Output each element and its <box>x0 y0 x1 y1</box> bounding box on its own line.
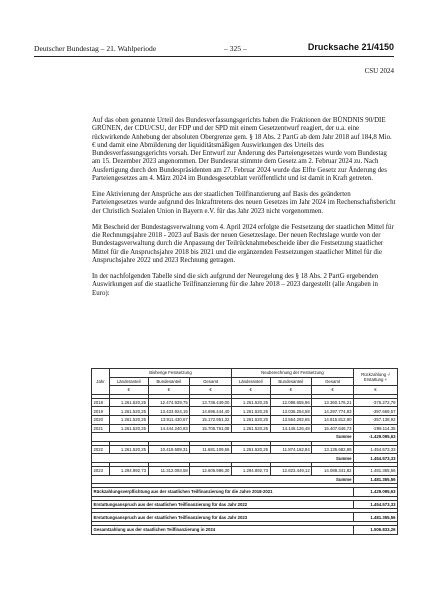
summary-row <box>92 500 398 509</box>
cell: 1.261.520,25 <box>231 415 270 424</box>
unit: € <box>231 386 270 395</box>
cell: 14.695.444,40 <box>190 407 232 416</box>
summe-row <box>92 454 398 463</box>
table-row <box>92 445 398 454</box>
cell: 14.444.240,83 <box>148 424 190 433</box>
cell: -357.138,92 <box>354 415 398 424</box>
sub-header: Länderanteil <box>231 377 270 386</box>
cell: 12.823.449,12 <box>270 466 312 475</box>
unit: € <box>354 386 398 395</box>
cell: 1.261.520,25 <box>109 445 148 454</box>
cell: 12.098.655,96 <box>270 398 312 407</box>
cell: 10.419.589,31 <box>148 445 190 454</box>
table-row <box>92 466 398 475</box>
cell: 11.312.093,58 <box>148 466 190 475</box>
summary-row <box>92 488 398 497</box>
col-rueckzahlung: Rückzahlung -/ Erstattung + <box>354 369 398 386</box>
sub-header: Bundesanteil <box>148 377 190 386</box>
summary-label: Erstattungsanspruch aus der staatlichen Teilfinanzierung für das Jahr 2023 <box>92 513 354 522</box>
financing-table-wrapper <box>91 368 398 535</box>
unit: € <box>312 386 354 395</box>
summe-label: Summe <box>92 454 354 463</box>
sub-header: Gesamt <box>312 377 354 386</box>
summary-value: 1.454.573,33 <box>354 500 398 509</box>
cell: 13.911.430,67 <box>148 415 190 424</box>
cell-year: 2022 <box>92 445 110 454</box>
summary-value: 1.429.095,63 <box>354 488 398 497</box>
paragraph-1: Auf das oben genannte Urteil des Bundesverfassungsgerichts haben die Fraktionen der BÜNDNIS 90/DIE GRÜNEN, der CDU/CSU, der FDP und der SPD mit einem Gesetzentwurf reagiert, der u.a. eine rückwirkende Anhebung der absoluten Obergrenze gem. § 18 Abs. 2 PartG ab dem Jahr 2018 auf 184,8 Mio. € und damit eine Abmilderung der liquiditätsmäßigen Auswirkungen des Urteils des Bundesverfassungsgerichts vorsah. Der Entwurf zur Änderung des Parteiengesetzes wurde vom Bundestag am 15. Dezember 2023 angenommen. Der Bundesrat stimmte dem Gesetz am 2. Februar 2024 zu. Nach Ausfertigung durch den Bundespräsidenten am 27. Februar 2024 wurde das Elfte Gesetz zur Änderung des Parteiengesetzes am 4. März 2024 im Bundesgesetzblatt veröffentlicht und ist damit in Kraft getreten. <box>92 117 392 182</box>
header-drucksache-number: 4150 <box>373 42 394 52</box>
unit: € <box>190 386 232 395</box>
col-group-neuberechnung: Neuberechnung der Festsetzung <box>231 369 353 378</box>
cell: 14.088.341,82 <box>312 466 354 475</box>
cell: 15.172.951,32 <box>190 415 232 424</box>
cell: 15.407.646,73 <box>312 424 354 433</box>
summary-row <box>92 513 398 522</box>
summe-value: -1.429.095,63 <box>354 433 398 442</box>
cell: 14.146.126,48 <box>270 424 312 433</box>
col-group-bisherige: Bisherige Festsetzung <box>109 369 231 378</box>
summe-value: 1.481.355,56 <box>354 475 398 484</box>
cell: 1.261.520,25 <box>231 407 270 416</box>
cell: -376.272,79 <box>354 398 398 407</box>
cell-year: 2023 <box>92 466 110 475</box>
header-document-number <box>308 42 394 52</box>
financing-table <box>91 368 398 535</box>
unit: € <box>109 386 148 395</box>
sub-header: Länderanteil <box>109 377 148 386</box>
summe-label: Summe <box>92 433 354 442</box>
paragraph-4: In der nachfolgenden Tabelle sind die sich aufgrund der Neuregelung des § 18 Abs. 2 PartG ergebenden Auswirkungen auf die staatliche Teilfinanzierung für die Jahre 2018 – 2023 dargestellt (alle Angaben in Euro): <box>92 273 379 297</box>
summe-label: Summe <box>92 475 354 484</box>
cell: 1.294.892,73 <box>109 466 148 475</box>
summary-label: Erstattungsanspruch aus der staatlichen Teilfinanzierung für das Jahr 2022 <box>92 500 354 509</box>
cell-year: 2019 <box>92 407 110 416</box>
summary-value: 1.481.355,56 <box>354 513 398 522</box>
table-row <box>92 424 398 433</box>
cell-year: 2021 <box>92 424 110 433</box>
page-header <box>34 42 394 57</box>
cell: 13.135.682,89 <box>312 445 354 454</box>
cell: -298.114,35 <box>354 424 398 433</box>
sub-header: Bundesanteil <box>270 377 312 386</box>
cell: 1.261.520,25 <box>109 424 148 433</box>
cell: 15.705.761,08 <box>190 424 232 433</box>
cell: 1.261.520,25 <box>231 398 270 407</box>
summary-label: Rückzahlungsverpflichtung aus der staatlichen Teilfinanzierung für die Jahre 2018-2021 <box>92 488 354 497</box>
body-text <box>92 117 396 306</box>
cell-year: 2020 <box>92 415 110 424</box>
cell: 12.474.929,75 <box>148 398 190 407</box>
cell: 1.261.520,25 <box>109 398 148 407</box>
cell: 13.036.254,58 <box>270 407 312 416</box>
cell: 14.297.774,83 <box>312 407 354 416</box>
cell: 1.454.573,33 <box>354 445 398 454</box>
cell: 1.261.520,25 <box>109 407 148 416</box>
summe-row <box>92 475 398 484</box>
header-page-number: – 325 – <box>224 44 247 53</box>
paragraph-2: Eine Aktivierung der Ansprüche aus der staatlichen Teilfinanzierung auf Basis des geänderten Parteiengesetzes wurde aufgrund des Inkrafttretens des neuen Gesetzes im Jahr 2024 im Rechenschaftsbericht der Christlich Sozialen Union in Bayern e.V. für das Jahr 2023 nicht vorgenommen. <box>92 191 396 215</box>
col-year-header: Jahr <box>92 369 110 395</box>
cell: 13.554.292,65 <box>270 415 312 424</box>
cell-year: 2018 <box>92 398 110 407</box>
sub-header: Gesamt <box>190 377 232 386</box>
summe-row <box>92 433 398 442</box>
cell: 12.606.986,30 <box>190 466 232 475</box>
cell: 14.815.812,90 <box>312 415 354 424</box>
summe-value: 1.454.573,33 <box>354 454 398 463</box>
table-row <box>92 398 398 407</box>
cell: 13.736.449,00 <box>190 398 232 407</box>
unit: € <box>148 386 190 395</box>
cell: 1.294.892,73 <box>231 466 270 475</box>
unit: € <box>270 386 312 395</box>
paragraph-3: Mit Bescheid der Bundestagsverwaltung vom 4. April 2024 erfolgte die Festsetzung der staatlichen Mittel für die Rechnungsjahre 2018 - 2023 auf Basis der neuen Gesetzeslage. Der neuen Rechtslage wurde von der Bundestagsverwaltung durch die Anpassung der Teilrücknahmebescheide über die Festsetzung staatlicher Mittel für die Anspruchsjahre 2018 bis 2021 und die ergänzenden Festsetzungen staatlicher Mittel für die Anspruchsjahre 2022 und 2023 Rechnung getragen. <box>92 223 394 264</box>
cell: 13.433.924,15 <box>148 407 190 416</box>
cell: 1.261.520,25 <box>109 415 148 424</box>
summary-value: 1.506.833,26 <box>354 525 398 534</box>
cell: 1.261.520,25 <box>231 445 270 454</box>
summary-label: Gesamtzahlung aus der staatlichen Teilfinanzierung in 2024 <box>92 525 354 534</box>
summary-row <box>92 525 398 534</box>
header-drucksache: Drucksache 21/ <box>307 42 374 52</box>
cell: 1.261.520,25 <box>231 424 270 433</box>
table-row <box>92 415 398 424</box>
cell: 13.360.176,21 <box>312 398 354 407</box>
table-row <box>92 407 398 416</box>
cell: 1.481.355,56 <box>354 466 398 475</box>
party-tag: CSU 2024 <box>364 67 394 75</box>
cell: 11.681.109,56 <box>190 445 232 454</box>
cell: 11.874.162,84 <box>270 445 312 454</box>
header-publication: Deutscher Bundestag – 21. Wahlperiode <box>34 44 157 53</box>
cell: -397.669,57 <box>354 407 398 416</box>
